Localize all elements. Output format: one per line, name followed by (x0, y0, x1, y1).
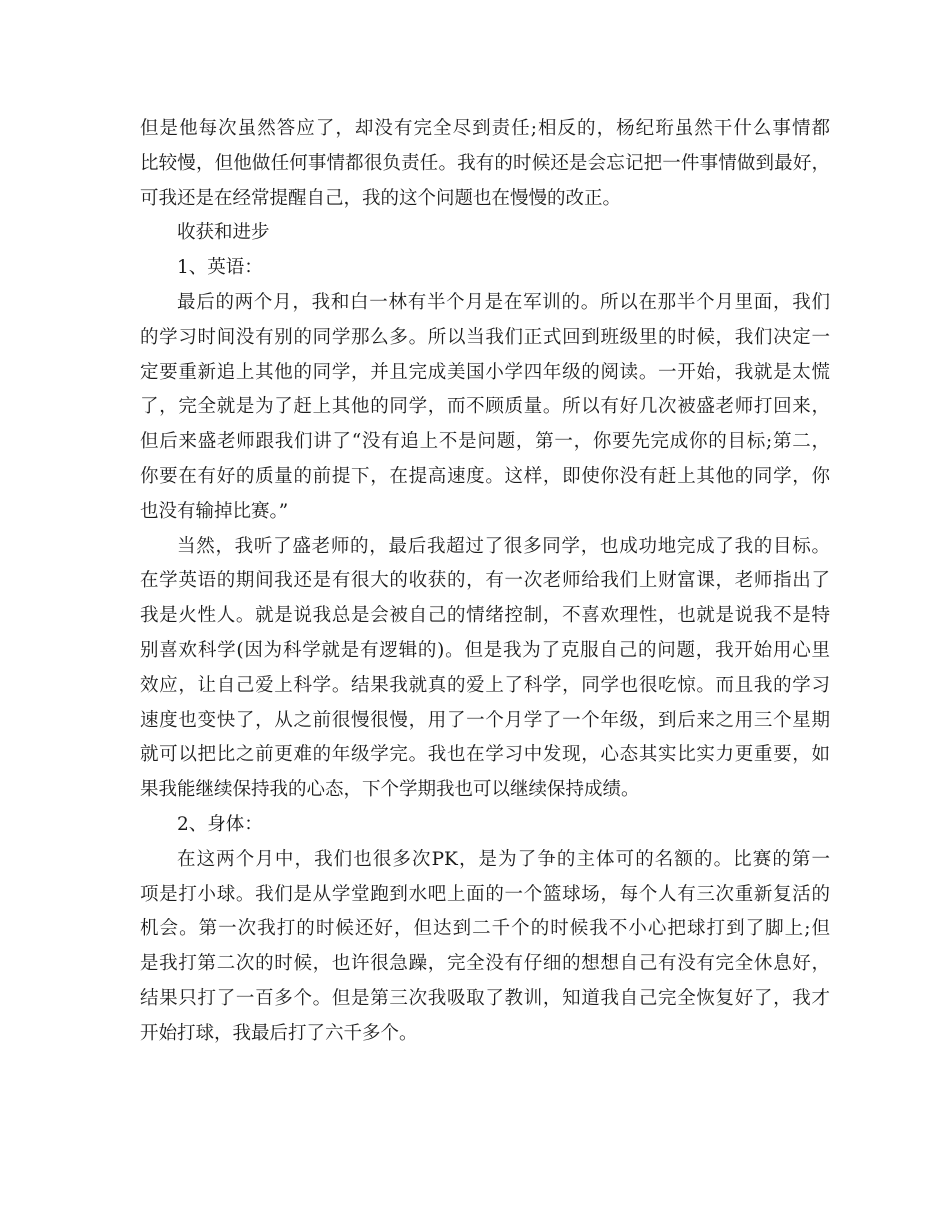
paragraph (140, 286, 830, 530)
text-line: 是我打第二次的时候，也许很急躁，完全没有仔细的想想自己有没有完全休息好， (140, 953, 830, 975)
text-line: 在这两个月中，我们也很多次PK，是为了争的主体可的名额的。比赛的第一 (177, 848, 830, 870)
text-line: 最后的两个月，我和白一林有半个月是在军训的。所以在那半个月里面，我们 (177, 291, 830, 313)
subsection-heading: 1、英语： (177, 257, 263, 279)
text-line: 了，完全就是为了赶上其他的同学，而不顾质量。所以有好几次被盛老师打回来， (140, 396, 830, 418)
text-line: 也没有输掉比赛。” (140, 500, 289, 522)
section-heading: 收获和进步 (177, 222, 270, 244)
paragraph (140, 530, 830, 808)
paragraph (140, 843, 830, 1052)
text-line: 定要重新追上其他的同学，并且完成美国小学四年级的阅读。一开始，我就是太慌 (140, 361, 830, 383)
paragraph (140, 112, 830, 216)
subsection-heading: 2、身体： (177, 813, 263, 835)
text-line: 开始打球，我最后打了六千多个。 (140, 1022, 418, 1044)
text-line: 果我能继续保持我的心态，下个学期我也可以继续保持成绩。 (140, 779, 640, 801)
text-line: 我是火性人。就是说我总是会被自己的情绪控制，不喜欢理性，也就是说我不是特 (140, 605, 830, 627)
text-line: 别喜欢科学(因为科学就是有逻辑的)。但是我为了克服自己的问题，我开始用心里 (140, 639, 830, 661)
text-line: 的学习时间没有别的同学那么多。所以当我们正式回到班级里的时候，我们决定一 (140, 326, 830, 348)
text-line: 效应，让自己爱上科学。结果我就真的爱上了科学，同学也很吃惊。而且我的学习 (140, 674, 830, 696)
text-line: 比较慢，但他做任何事情都很负责任。我有的时候还是会忘记把一件事情做到最好， (140, 152, 830, 174)
text-line: 你要在有好的质量的前提下，在提高速度。这样，即使你没有赶上其他的同学，你 (140, 465, 830, 487)
text-line: 在学英语的期间我还是有很大的收获的，有一次老师给我们上财富课，老师指出了 (140, 570, 830, 592)
text-line: 但是他每次虽然答应了，却没有完全尽到责任;相反的，杨纪珩虽然干什么事情都 (140, 118, 830, 139)
text-line: 但后来盛老师跟我们讲了“没有追上不是问题，第一，你要先完成你的目标;第二， (140, 431, 830, 453)
text-line: 当然，我听了盛老师的，最后我超过了很多同学，也成功地完成了我的目标。 (177, 535, 830, 557)
text-line: 机会。第一次我打的时候还好，但达到二千个的时候我不小心把球打到了脚上;但 (140, 918, 830, 940)
text-line: 可我还是在经常提醒自己，我的这个问题也在慢慢的改正。 (140, 187, 622, 209)
text-line: 就可以把比之前更难的年级学完。我也在学习中发现，心态其实比实力更重要，如 (140, 744, 830, 766)
document-body (140, 112, 830, 1052)
text-line: 结果只打了一百多个。但是第三次我吸取了教训，知道我自己完全恢复好了，我才 (140, 987, 830, 1009)
text-line: 速度也变快了，从之前很慢很慢，用了一个月学了一个年级，到后来之用三个星期 (140, 709, 830, 731)
text-line: 项是打小球。我们是从学堂跑到水吧上面的一个篮球场，每个人有三次重新复活的 (140, 883, 830, 905)
